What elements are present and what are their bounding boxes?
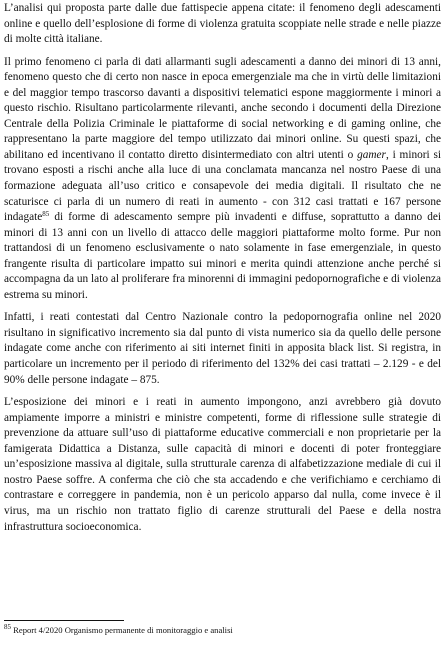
- footnote-divider: [4, 620, 124, 621]
- paragraph-reati-text: Infatti, i reati contestati dal Centro Nazionale contro la pedopornografia online nel 2020 risultano in significativo incremento sia dal punto di vista numerico sia da quello delle persone indagate come anche con riferimento ai siti internet finiti in apposita black list. Si registra, in particolare un incremento per il periodo di riferimento del 132% dei casi trattati – 2.129 - e del 90% delle persone indagate – 875.: [4, 311, 441, 386]
- paragraph-intro: [4, 1, 441, 48]
- paragraph-adescamenti-text-end: di forme di adescamento sempre più invadenti e diffuse, soprattutto a danno dei minori di 13 anni con un livello di attacco delle maggiori piattaforme molto forme. Pur non trattandosi di un fenomeno esclusivamente o nato solamente in fase emergenziale, in questo frangente risulta di particolare impatto sui minori e merita quindi attenzione anche perché si accompagna da un lato al proliferare fra minorenni di immagini pedopornografiche e di violenza estrema su minori.: [4, 211, 441, 301]
- paragraph-adescamenti-text-middle: , i minori si trovano esposti a rischi anche alla luce di una conclamata mancanza nel nostro Paese di una formazione adeguata all’uso critico e consapevole dei media digitali. Il risultato che ne scaturisce ci parla di un numero di reati in aumento - con 312 casi trattati e 167 persone indagate: [4, 148, 441, 224]
- paragraph-adescamenti-text-start: Il primo fenomeno ci parla di dati allarmanti sugli adescamenti a danno dei minori di 13 anni, fenomeno questo che di certo non nasce in epoca emergenziale ma che in virtù delle limitazioni e del maggior tempo trascorso davanti a dispositivi telematici espone maggiormente i minori a questo rischio. Risultano particolarmente rilevanti, anche secondo i documenti della Direzione Centrale della Polizia Criminale le piattaforme di social networking e di gaming online, che rappresentano la parte maggiore del tempo utilizzato dai minori online. Su questi spazi, che abilitano ed incentivano il contatto diretto disintermediato con altri utenti o: [4, 55, 441, 161]
- paragraph-reati: [4, 310, 441, 388]
- paragraph-esposizione-text: L’esposizione dei minori e i reati in aumento impongono, anzi avrebbero già dovuto ampiamente imporre a ministri e ministre competenti, forme di riflessione sulle strategie di prevenzione da attuare sull’uso di piattaforme educative commerciali e non proprietarie per la famigerata Didattica a Distanza, sulle capacità di minori e docenti di poter fronteggiare un’esposizione massiva al digitale, sulla strutturale carenza di alfabetizzazione mediale di cui il nostro Paese soffre. A conferma che ciò che sta accadendo e che verifichiamo e cerchiamo di contrastare e correggere in pandemia, non è un pericolo apparso dal nulla, come invece è il virus, ma un rischio non trattato figlio di carenze strutturali del Paese e della nostra infrastruttura socioeconomica.: [4, 396, 441, 533]
- paragraph-intro-text: L’analisi qui proposta parte dalle due fattispecie appena citate: il fenomeno degli adescamenti online e quello dell’esplosione di forme di violenza gratuita scoppiate nelle strade e nelle piazze di molte città italiane.: [4, 2, 441, 46]
- body-text: [4, 1, 441, 542]
- footnote: [4, 624, 441, 636]
- footnote-reference[interactable]: 85: [42, 210, 50, 219]
- paragraph-adescamenti: [4, 55, 441, 304]
- footnote-text: Report 4/2020 Organismo permanente di monitoraggio e analisi: [11, 625, 233, 635]
- gamer-italic-term: gamer: [357, 148, 386, 161]
- footnote-number: 85: [4, 623, 11, 631]
- paragraph-esposizione: [4, 395, 441, 535]
